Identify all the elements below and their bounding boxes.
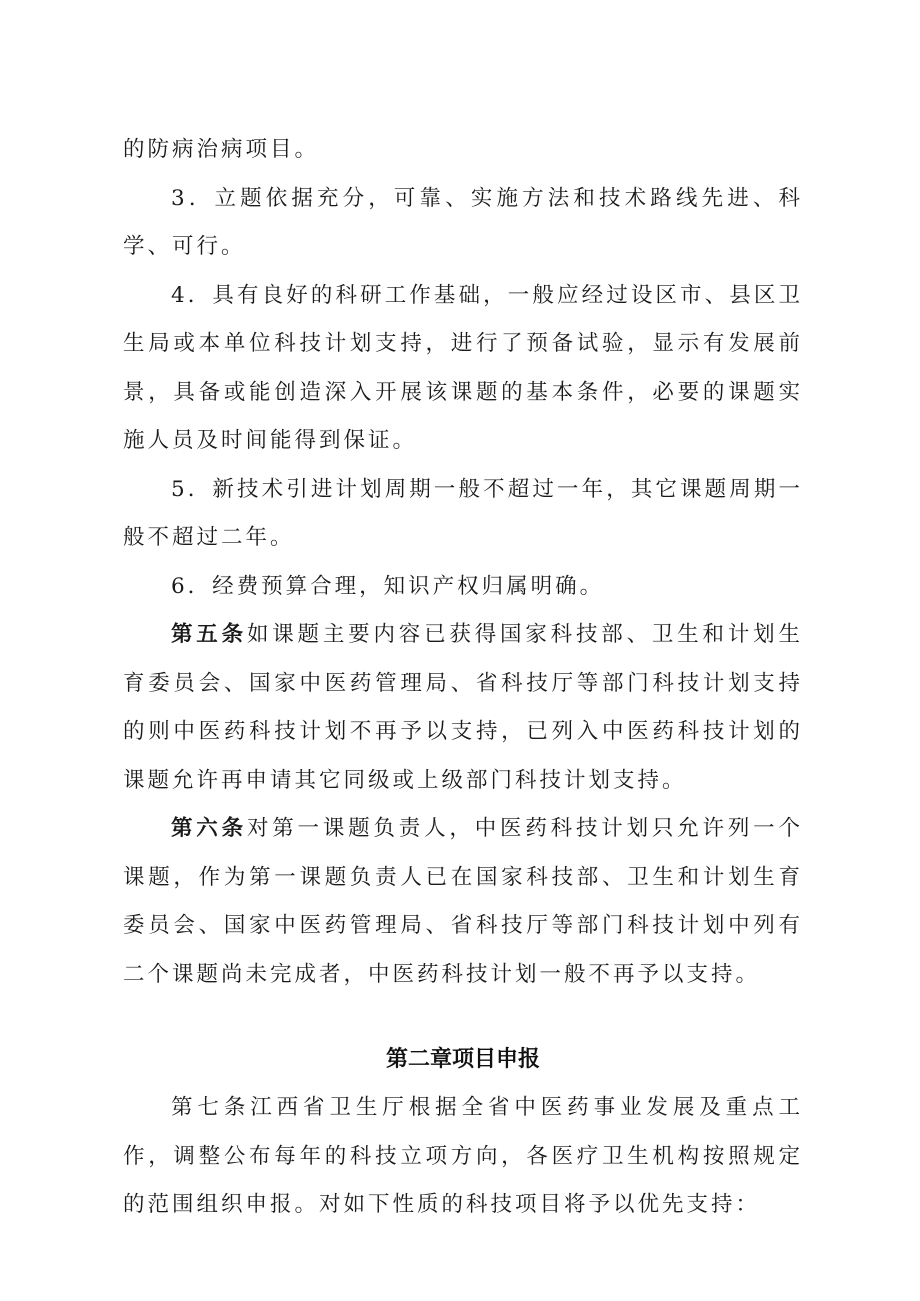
article-6-label: 第六条 [171, 816, 247, 841]
chapter-heading: 第二章项目申报 [385, 1047, 540, 1072]
paragraph-item-4: 4．具有良好的科研工作基础，一般应经过设区市、县区卫生局或本单位科技计划支持，进行了预备试验，显示有发展前景，具备或能创造深入开展该课题的基本条件，必要的课题实施人员及时间能得到保证。 [123, 282, 803, 453]
document-page [123, 126, 803, 1230]
article-5 [123, 611, 803, 805]
article-7: 第七条江西省卫生厅根据全省中医药事业发展及重点工作，调整公布每年的科技立项方向，各医疗卫生机构按照规定的范围组织申报。对如下性质的科技项目将予以优先支持： [123, 1095, 803, 1217]
paragraph-item-6: 6．经费预算合理，知识产权归属明确。 [171, 573, 605, 599]
paragraph-item-5: 5．新技术引进计划周期一般不超过一年，其它课题周期一般不超过二年。 [123, 476, 803, 550]
article-5-text: 如课题主要内容已获得国家科技部、卫生和计划生育委员会、国家中医药管理局、省科技厅等部门科技计划支持的则中医药科技计划不再予以支持，已列入中医药科技计划的课题允许再申请其它同级或上级部门科技计划支持。 [123, 622, 803, 793]
article-6-text: 对第一课题负责人，中医药科技计划只允许列一个课题，作为第一课题负责人已在国家科技部、卫生和计划生育委员会、国家中医药管理局、省科技厅等部门科技计划中列有二个课题尚未完成者，中医药科技计划一般不再予以支持。 [123, 816, 803, 987]
paragraph-continued: 的防病治病项目。 [123, 137, 320, 162]
article-5-label: 第五条 [171, 622, 247, 647]
article-6 [123, 805, 803, 999]
paragraph-item-3: 3．立题依据充分，可靠、实施方法和技术路线先进、科学、可行。 [123, 185, 803, 259]
